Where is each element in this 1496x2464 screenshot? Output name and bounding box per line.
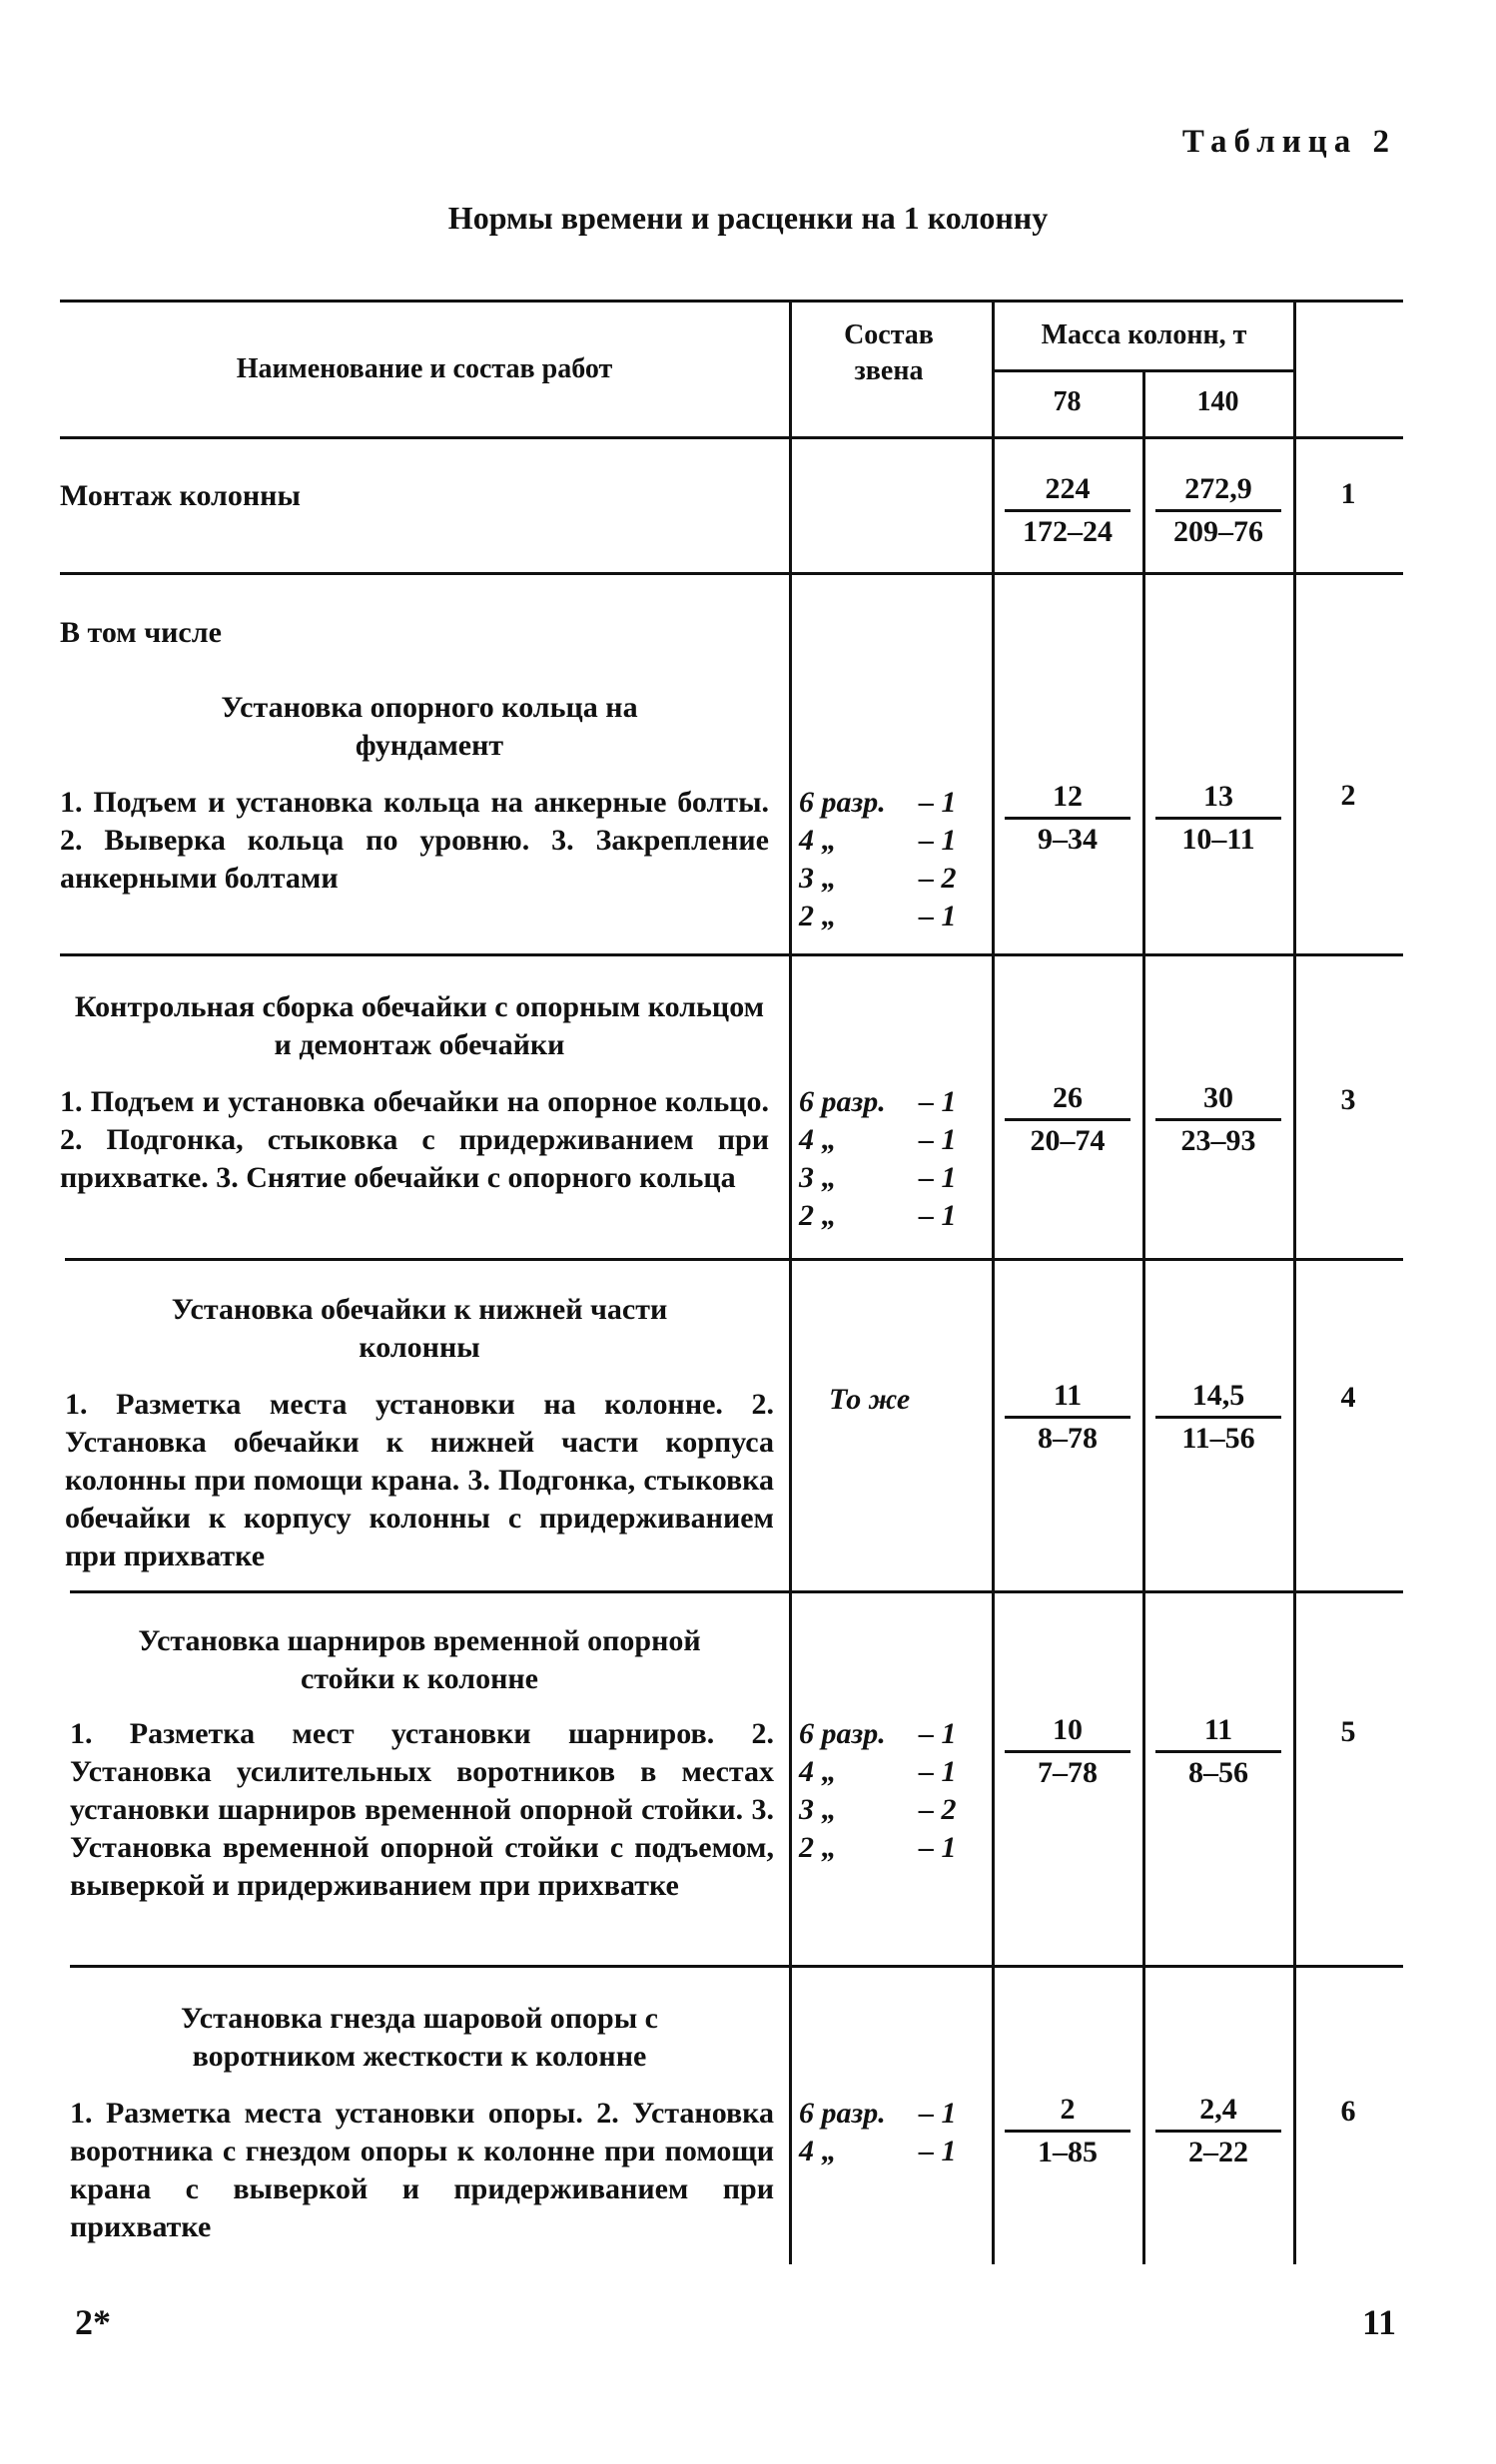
row-4-number: 4 bbox=[1340, 1381, 1356, 1414]
row-3-crew bbox=[799, 1083, 989, 1235]
row-rule-2 bbox=[60, 953, 1403, 956]
main-row-140-norm: 272,9 bbox=[1155, 471, 1281, 512]
row-2-crew bbox=[799, 784, 989, 935]
crew-grade: 4 „ bbox=[799, 1755, 837, 1788]
row-6-78 bbox=[993, 2092, 1142, 2170]
row-rule-3 bbox=[65, 1258, 1403, 1261]
crew-count: – 1 bbox=[919, 2097, 957, 2130]
table-title: Нормы времени и расценки на 1 колонну bbox=[447, 200, 1049, 236]
row-5-crew-line bbox=[799, 1715, 989, 1753]
crew-grade: 2 „ bbox=[799, 900, 837, 932]
row-3-78-norm: 26 bbox=[1005, 1080, 1130, 1121]
crew-grade: 6 разр. bbox=[799, 1717, 886, 1750]
row-3-crew-line bbox=[799, 1121, 989, 1159]
crew-grade: 4 „ bbox=[799, 2135, 837, 2167]
row-3-crew-line bbox=[799, 1197, 989, 1235]
table-label: Таблица 2 bbox=[1181, 124, 1396, 160]
crew-grade: 3 „ bbox=[799, 862, 837, 895]
row-rule-4 bbox=[70, 1590, 1403, 1593]
row-5-140 bbox=[1143, 1712, 1293, 1791]
main-row-140 bbox=[1143, 471, 1293, 550]
main-row-78-rate: 172–24 bbox=[1023, 515, 1113, 548]
row-6-140 bbox=[1143, 2092, 1293, 2170]
row-6-78-norm: 2 bbox=[1005, 2092, 1130, 2133]
row-4-crew-same: То же bbox=[829, 1383, 911, 1416]
col-rule-num bbox=[1293, 300, 1296, 2264]
crew-count: – 1 bbox=[919, 1831, 957, 1864]
col-rule-140 bbox=[1142, 369, 1145, 2264]
row-2-78 bbox=[993, 779, 1142, 858]
row-6-number: 6 bbox=[1340, 2095, 1356, 2128]
crew-grade: 3 „ bbox=[799, 1793, 837, 1826]
main-row-78-norm: 224 bbox=[1005, 471, 1130, 512]
row-2-140 bbox=[1143, 779, 1293, 858]
row-4-78-norm: 11 bbox=[1005, 1378, 1130, 1419]
row-4-140-norm: 14,5 bbox=[1155, 1378, 1281, 1419]
main-row-78 bbox=[993, 471, 1142, 550]
row-3-140-norm: 30 bbox=[1155, 1080, 1281, 1121]
crew-grade: 3 „ bbox=[799, 1161, 837, 1194]
row-4-140-rate: 11–56 bbox=[1181, 1422, 1255, 1455]
row-2-crew-line bbox=[799, 860, 989, 898]
crew-count: – 1 bbox=[919, 1123, 957, 1156]
row-6-140-norm: 2,4 bbox=[1155, 2092, 1281, 2133]
row-3-crew-line bbox=[799, 1159, 989, 1197]
row-2-78-rate: 9–34 bbox=[1038, 823, 1098, 856]
page-number: 11 bbox=[1361, 2302, 1396, 2342]
crew-count: – 1 bbox=[919, 1755, 957, 1788]
crew-grade: 6 разр. bbox=[799, 2097, 886, 2130]
row-5-78 bbox=[993, 1712, 1142, 1791]
crew-grade: 4 „ bbox=[799, 824, 837, 857]
row-3-number: 3 bbox=[1340, 1083, 1356, 1116]
row-rule-5 bbox=[70, 1965, 1403, 1968]
row-5-crew bbox=[799, 1715, 989, 1867]
row-5-title: Установка шарниров временной опорной стойки к колонне bbox=[138, 1624, 701, 1695]
row-5-78-rate: 7–78 bbox=[1038, 1756, 1098, 1789]
row-2-78-norm: 12 bbox=[1005, 779, 1130, 820]
mass-header-rule bbox=[992, 369, 1296, 372]
crew-count: – 1 bbox=[919, 1085, 957, 1118]
row-6-desc: 1. Разметка места установки опоры. 2. Установка воротника с гнездом опоры к колонне при помощи крана с выверкой и придерживанием при прихватке bbox=[70, 2097, 774, 2243]
col-rule-78 bbox=[992, 300, 995, 2264]
header-mass: Масса колонн, т bbox=[1041, 319, 1247, 350]
crew-count: – 2 bbox=[919, 1793, 957, 1826]
row-5-78-norm: 10 bbox=[1005, 1712, 1130, 1753]
row-6-crew-line bbox=[799, 2095, 989, 2133]
row-5-crew-line bbox=[799, 1753, 989, 1791]
footer-signature-mark: 2* bbox=[75, 2302, 111, 2342]
row-6-crew bbox=[799, 2095, 989, 2170]
header-bottom-rule bbox=[60, 436, 1403, 439]
row-4-desc: 1. Разметка места установки на колонне. 2. Установка обечайки к нижней части корпуса колонны при помощи крана. 3. Подгонка, стыковка обечайки к корпусу колонны с придерживанием при прихватке bbox=[65, 1388, 774, 1572]
row-2-crew-line bbox=[799, 822, 989, 860]
crew-grade: 4 „ bbox=[799, 1123, 837, 1156]
row-5-140-norm: 11 bbox=[1155, 1712, 1281, 1753]
crew-grade: 2 „ bbox=[799, 1831, 837, 1864]
crew-grade: 2 „ bbox=[799, 1199, 837, 1232]
row-5-desc: 1. Разметка мест установки шарниров. 2. Установка усилительных воротников в местах установки шарниров временной опорной стойки. 3. Установка временной опорной стойки с подъемом, выверкой и придерживанием при прихватке bbox=[70, 1717, 774, 1902]
main-row-name: Монтаж колонны bbox=[60, 479, 301, 512]
row-6-title: Установка гнезда шаровой опоры с воротником жесткости к колонне bbox=[181, 2002, 658, 2073]
crew-count: – 1 bbox=[919, 1717, 957, 1750]
row-2-title: Установка опорного кольца на фундамент bbox=[221, 691, 638, 762]
crew-grade: 6 разр. bbox=[799, 1085, 886, 1118]
crew-count: – 1 bbox=[919, 1199, 957, 1232]
row-5-number: 5 bbox=[1340, 1715, 1356, 1748]
row-2-140-rate: 10–11 bbox=[1181, 823, 1255, 856]
table-top-rule bbox=[60, 300, 1403, 303]
row-3-140-rate: 23–93 bbox=[1180, 1124, 1256, 1157]
row-5-140-rate: 8–56 bbox=[1188, 1756, 1248, 1789]
row-4-140 bbox=[1143, 1378, 1293, 1457]
crew-count: – 1 bbox=[919, 900, 957, 932]
row-5-crew-line bbox=[799, 1791, 989, 1829]
row-2-crew-line bbox=[799, 898, 989, 935]
row-3-140 bbox=[1143, 1080, 1293, 1159]
row-3-crew-line bbox=[799, 1083, 989, 1121]
row-3-title: Контрольная сборка обечайки с опорным кольцом и демонтаж обечайки bbox=[74, 990, 765, 1061]
header-mass-140: 140 bbox=[1196, 386, 1239, 417]
row-2-crew-line bbox=[799, 784, 989, 822]
subheading: В том числе bbox=[60, 616, 222, 649]
row-4-78 bbox=[993, 1378, 1142, 1457]
row-rule-1 bbox=[60, 572, 1403, 575]
row-4-title: Установка обечайки к нижней части колонны bbox=[171, 1293, 668, 1364]
row-3-desc: 1. Подъем и установка обечайки на опорное кольцо. 2. Подгонка, стыковка с придерживанием при прихватке. 3. Снятие обечайки с опорного кольца bbox=[60, 1085, 769, 1194]
row-4-78-rate: 8–78 bbox=[1038, 1422, 1098, 1455]
row-6-crew-line bbox=[799, 2133, 989, 2170]
header-mass-78: 78 bbox=[1053, 386, 1082, 417]
crew-count: – 1 bbox=[919, 786, 957, 819]
row-6-78-rate: 1–85 bbox=[1038, 2136, 1098, 2168]
row-6-140-rate: 2–22 bbox=[1188, 2136, 1248, 2168]
row-5-crew-line bbox=[799, 1829, 989, 1867]
row-3-78 bbox=[993, 1080, 1142, 1159]
main-row-number: 1 bbox=[1340, 477, 1356, 510]
row-2-number: 2 bbox=[1340, 779, 1356, 812]
row-3-78-rate: 20–74 bbox=[1030, 1124, 1106, 1157]
row-2-desc: 1. Подъем и установка кольца на анкерные болты. 2. Выверка кольца по уровню. 3. Закрепление анкерными болтами bbox=[60, 786, 769, 895]
crew-count: – 1 bbox=[919, 1161, 957, 1194]
header-name: Наименование и состав работ bbox=[236, 353, 613, 384]
row-2-140-norm: 13 bbox=[1155, 779, 1281, 820]
main-row-140-rate: 209–76 bbox=[1173, 515, 1263, 548]
crew-count: – 2 bbox=[919, 862, 957, 895]
crew-grade: 6 разр. bbox=[799, 786, 886, 819]
col-rule-crew bbox=[789, 300, 792, 2264]
header-crew: Состав звена bbox=[844, 319, 934, 387]
crew-count: – 1 bbox=[919, 824, 957, 857]
crew-count: – 1 bbox=[919, 2135, 957, 2167]
